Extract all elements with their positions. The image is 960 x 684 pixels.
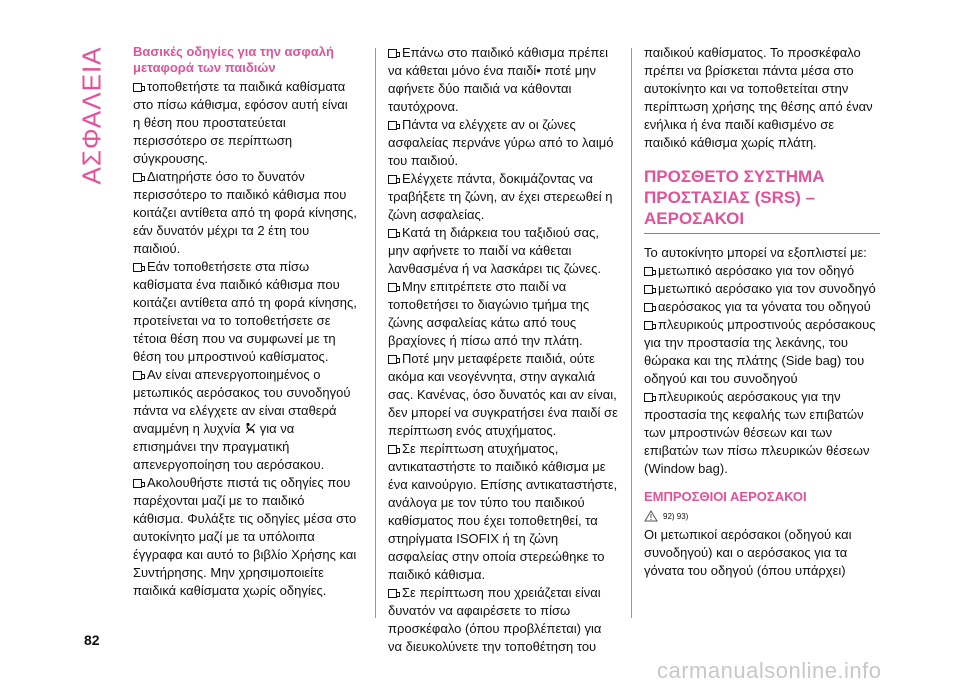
body-text: Οι μετωπικοί αερόσακοι (οδηγού και συνοδηγού) και ο αερόσακος για τα γόνατα του οδηγού (όπου υπάρχει) (644, 527, 852, 578)
section-heading: Βασικές οδηγίες για την ασφαλή μεταφορά των παιδιών (133, 44, 334, 75)
column-3 (644, 44, 880, 580)
arrow-bullet-icon (133, 173, 142, 182)
list-item: Σε περίπτωση που χρειάζεται είναι δυνατόν να αφαιρέσετε το πίσω προσκέφαλο (όπου προβλέπεται) για να διευκολύνετε την τοποθέτηση του (388, 585, 602, 654)
list-item: μετωπικό αερόσακο για τον συνοδηγό (644, 280, 880, 298)
arrow-bullet-icon (644, 321, 653, 330)
list-item: αερόσακος για τα γόνατα του οδηγού (644, 298, 880, 316)
column-2 (388, 44, 618, 656)
arrow-bullet-icon (644, 303, 653, 312)
list-item: πλευρικούς μπροστινούς αερόσακους για την προστασία της λεκάνης, του θώρακα και της πλάτης (Side bag) του οδηγού και του συνοδηγού (644, 317, 876, 386)
arrow-bullet-icon (388, 355, 397, 364)
reference-numbers: 92) 93) (663, 512, 689, 521)
arrow-bullet-icon (644, 393, 653, 402)
arrow-bullet-icon (388, 283, 397, 292)
list-item: Ποτέ μην μεταφέρετε παιδιά, ούτε ακόμα και νεογέννητα, στην αγκαλιά σας. Κανένας, όσο δυνατός και αν είναι, δεν μπορεί να συγκρατήσει ένα παιδί σε περίπτωση ενός ατυχήματος. (388, 351, 618, 438)
arrow-bullet-icon (133, 371, 142, 380)
body-text: παιδικού καθίσματος. Το προσκέφαλο πρέπει να βρίσκεται πάντα μέσα στο αυτοκίνητο και να τοποθετείται στην περίπτωση χρήσης της θέσης από έναν ενήλικα ή ένα παιδί καθισμένο σε παιδικό κάθισμα χωρίς πλάτη. (644, 45, 873, 150)
column-divider (375, 48, 376, 618)
list-item: Αν είναι απενεργοποιημένος ο μετωπικός αερόσακος του συνοδηγού πάντα να ελέγχετε αν είναι σταθερά αναμμένη η λυχνία για να επισημάνει την πραγματική απενεργοποίηση του αερόσακου. (133, 367, 351, 472)
section-title: ΠΡΟΣΘΕΤΟ ΣΥΣΤΗΜΑ ΠΡΟΣΤΑΣΙΑΣ (SRS) – ΑΕΡΟΣΑΚΟΙ (644, 166, 880, 234)
arrow-bullet-icon (388, 49, 397, 58)
section-tab: ΑΣΦΑΛΕΙΑ (77, 45, 107, 185)
arrow-bullet-icon (388, 589, 397, 598)
arrow-bullet-icon (388, 175, 397, 184)
arrow-bullet-icon (133, 83, 142, 92)
warning-triangle-icon (644, 510, 658, 522)
list-item: Ακολουθήστε πιστά τις οδηγίες που παρέχονται μαζί με το παιδικό κάθισμα. Φυλάξτε τις οδηγίες μέσα στο αυτοκίνητο μαζί με τα υπόλοιπα έγγραφα και αυτό το βιβλίο Χρήσης και Συντήρησης. Μην χρησιμοποιείτε παιδικά καθίσματα χωρίς οδηγίες. (133, 475, 357, 598)
column-1 (133, 44, 357, 600)
arrow-bullet-icon (133, 263, 142, 272)
arrow-bullet-icon (644, 285, 653, 294)
column-divider (631, 48, 632, 618)
airbag-off-indicator-icon (244, 422, 256, 434)
list-item: Εάν τοποθετήσετε στα πίσω καθίσματα ένα παιδικό κάθισμα που κοιτάζει αντίθετα από τη φορά κίνησης, προτείνεται να το τοποθετήσετε σε τέτοια θέση που να συμφωνεί με τη θέση του μπροστινού καθίσματος. (133, 259, 357, 364)
arrow-bullet-icon (388, 229, 397, 238)
warning-references (644, 510, 880, 522)
page-number: 82 (84, 632, 100, 648)
arrow-bullet-icon (133, 479, 142, 488)
list-item: Διατηρήστε όσο το δυνατόν περισσότερο το παιδικό κάθισμα που κοιτάζει αντίθετα από τη φορά κίνησης, εάν δυνατόν μέχρι τα 2 έτη του παιδιού. (133, 169, 357, 256)
arrow-bullet-icon (388, 445, 397, 454)
list-item: Σε περίπτωση ατυχήματος, αντικαταστήστε το παιδικό κάθισμα με ένα καινούργιο. Επίσης αντικαταστήστε, ανάλογα με τον τύπο του παιδικού καθίσματος που έχει τοποθετηθεί, τα στηρίγματα ISOFIX ή τη ζώνη ασφαλείας στην οποία στερεώθηκε το παιδικό κάθισμα. (388, 441, 618, 582)
arrow-bullet-icon (644, 267, 653, 276)
list-item: Πάντα να ελέγχετε αν οι ζώνες ασφαλείας περνάνε γύρω από το λαιμό του παιδιού. (388, 117, 614, 168)
subsection-title: ΕΜΠΡΟΣΘΙΟΙ ΑΕΡΟΣΑΚΟΙ (644, 489, 807, 504)
list-item: τοποθετήστε τα παιδικά καθίσματα στο πίσω κάθισμα, εφόσον αυτή είναι η θέση που προστατεύεται περισσότερο σε περίπτωση σύγκρουσης. (133, 79, 348, 166)
watermark: carmanualsonline.info (657, 658, 882, 683)
arrow-bullet-icon (388, 121, 397, 130)
body-text: Το αυτοκίνητο μπορεί να εξοπλιστεί με: (644, 245, 867, 260)
list-item: μετωπικό αερόσακο για τον οδηγό (644, 262, 880, 280)
list-item: Μην επιτρέπετε στο παιδί να τοποθετήσει το διαγώνιο τμήμα της ζώνης ασφαλείας κάτω από τους βραχίονες ή πίσω από την πλάτη. (388, 279, 590, 348)
list-item: Επάνω στο παιδικό κάθισμα πρέπει να κάθεται μόνο ένα παιδί• ποτέ μην αφήνετε δύο παιδιά να κάθονται ταυτόχρονα. (388, 45, 608, 114)
list-item: Κατά τη διάρκεια του ταξιδιού σας, μην αφήνετε το παιδί να κάθεται λανθασμένα ή να λασκάρει τις ζώνες. (388, 225, 601, 276)
list-item: Ελέγχετε πάντα, δοκιμάζοντας να τραβήξετε τη ζώνη, αν έχει στερεωθεί η ζώνη ασφαλείας. (388, 171, 613, 222)
list-item: πλευρικούς αερόσακους για την προστασία της κεφαλής των επιβατών των μπροστινών θέσεων και των επιβατών των πίσω πλευρικών θέσεων (Window bag). (644, 389, 870, 476)
